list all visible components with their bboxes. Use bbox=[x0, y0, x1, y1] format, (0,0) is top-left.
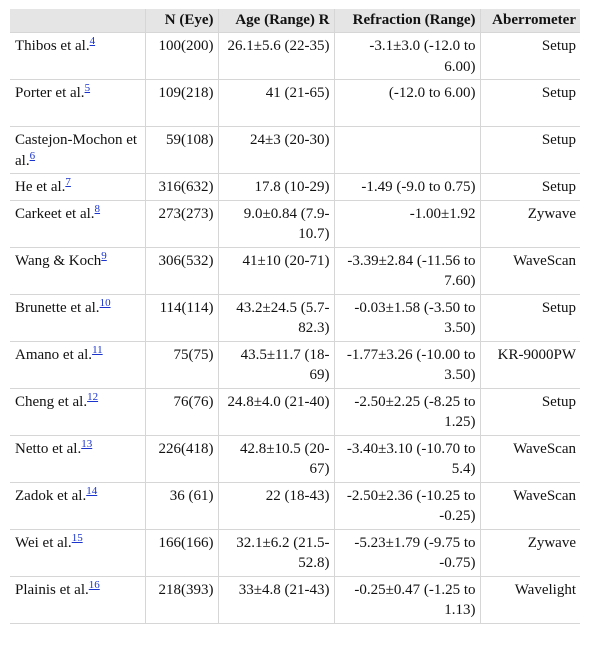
study-name: Castejon-Mochon et al. bbox=[15, 132, 138, 169]
table-row bbox=[10, 33, 580, 80]
reference-superscript bbox=[101, 248, 107, 262]
cell-refraction: -3.39±2.84 (-11.56 to 7.60) bbox=[334, 247, 480, 294]
table-row bbox=[10, 247, 580, 294]
reference-link[interactable]: 15 bbox=[71, 531, 83, 544]
study-name: Porter et al. bbox=[15, 85, 85, 101]
cell-study bbox=[10, 174, 145, 201]
cell-refraction: -3.40±3.10 (-10.70 to 5.4) bbox=[334, 435, 480, 482]
table-row bbox=[10, 200, 580, 247]
header-row bbox=[10, 9, 580, 33]
cell-aberrometer: WaveScan bbox=[480, 482, 580, 529]
study-name: Thibos et al. bbox=[15, 38, 90, 54]
cell-age: 43.2±24.5 (5.7-82.3) bbox=[218, 294, 334, 341]
study-name: He et al. bbox=[15, 179, 66, 195]
table-body bbox=[10, 33, 580, 624]
aberrometry-studies-table bbox=[10, 9, 580, 624]
table-row bbox=[10, 576, 580, 623]
reference-superscript bbox=[81, 436, 92, 450]
cell-n-eye: 36 (61) bbox=[145, 482, 218, 529]
reference-superscript bbox=[92, 342, 103, 356]
cell-study bbox=[10, 247, 145, 294]
header-age: Age (Range) R bbox=[218, 9, 334, 33]
cell-age: 32.1±6.2 (21.5-52.8) bbox=[218, 529, 334, 576]
cell-refraction: -3.1±3.0 (-12.0 to 6.00) bbox=[334, 33, 480, 80]
cell-aberrometer: Setup bbox=[480, 174, 580, 201]
cell-study bbox=[10, 388, 145, 435]
cell-n-eye: 273(273) bbox=[145, 200, 218, 247]
reference-link[interactable]: 14 bbox=[86, 484, 98, 497]
cell-n-eye: 166(166) bbox=[145, 529, 218, 576]
cell-age: 24±3 (20-30) bbox=[218, 127, 334, 174]
cell-age: 22 (18-43) bbox=[218, 482, 334, 529]
reference-link[interactable]: 6 bbox=[29, 149, 36, 162]
reference-superscript bbox=[95, 201, 101, 215]
cell-age: 26.1±5.6 (22-35) bbox=[218, 33, 334, 80]
cell-n-eye: 59(108) bbox=[145, 127, 218, 174]
cell-aberrometer: Setup bbox=[480, 294, 580, 341]
cell-age: 41±10 (20-71) bbox=[218, 247, 334, 294]
cell-age: 9.0±0.84 (7.9-10.7) bbox=[218, 200, 334, 247]
header-aberrometer: Aberrometer bbox=[480, 9, 580, 33]
table-row bbox=[10, 341, 580, 388]
cell-n-eye: 109(218) bbox=[145, 80, 218, 127]
reference-link[interactable]: 8 bbox=[94, 202, 101, 215]
cell-aberrometer: Setup bbox=[480, 80, 580, 127]
cell-refraction bbox=[334, 127, 480, 174]
cell-refraction: -0.03±1.58 (-3.50 to 3.50) bbox=[334, 294, 480, 341]
study-name: Cheng et al. bbox=[15, 393, 88, 410]
study-name: Amano et al. bbox=[15, 346, 93, 363]
reference-link[interactable]: 16 bbox=[88, 578, 100, 591]
cell-n-eye: 76(76) bbox=[145, 388, 218, 435]
cell-n-eye: 114(114) bbox=[145, 294, 218, 341]
table-row bbox=[10, 482, 580, 529]
reference-superscript bbox=[65, 174, 71, 188]
cell-age: 42.8±10.5 (20-67) bbox=[218, 435, 334, 482]
study-name: Brunette et al. bbox=[15, 299, 100, 316]
study-name: Wei et al. bbox=[15, 534, 72, 551]
cell-aberrometer: WaveScan bbox=[480, 435, 580, 482]
reference-superscript bbox=[86, 483, 97, 497]
cell-refraction: -1.49 (-9.0 to 0.75) bbox=[334, 174, 480, 201]
reference-superscript bbox=[72, 530, 83, 544]
cell-refraction: -1.77±3.26 (-10.00 to 3.50) bbox=[334, 341, 480, 388]
cell-study bbox=[10, 127, 145, 174]
cell-study bbox=[10, 33, 145, 80]
cell-study bbox=[10, 576, 145, 623]
cell-n-eye: 75(75) bbox=[145, 341, 218, 388]
cell-aberrometer: Zywave bbox=[480, 529, 580, 576]
study-name: Wang & Koch bbox=[15, 252, 102, 269]
cell-study bbox=[10, 341, 145, 388]
reference-link[interactable]: 10 bbox=[99, 296, 111, 309]
cell-refraction: -2.50±2.36 (-10.25 to -0.25) bbox=[334, 482, 480, 529]
cell-aberrometer: Setup bbox=[480, 127, 580, 174]
study-name: Zadok et al. bbox=[15, 487, 87, 504]
cell-aberrometer: WaveScan bbox=[480, 247, 580, 294]
cell-study bbox=[10, 294, 145, 341]
cell-n-eye: 316(632) bbox=[145, 174, 218, 201]
reference-superscript bbox=[100, 295, 111, 309]
reference-link[interactable]: 11 bbox=[92, 343, 103, 356]
reference-superscript bbox=[87, 389, 98, 403]
cell-aberrometer: Setup bbox=[480, 388, 580, 435]
reference-superscript bbox=[85, 80, 91, 94]
table-row bbox=[10, 294, 580, 341]
cell-age: 43.5±11.7 (18-69) bbox=[218, 341, 334, 388]
study-name: Plainis et al. bbox=[15, 581, 89, 598]
cell-study bbox=[10, 529, 145, 576]
reference-link[interactable]: 13 bbox=[81, 437, 93, 450]
cell-n-eye: 306(532) bbox=[145, 247, 218, 294]
cell-aberrometer: Zywave bbox=[480, 200, 580, 247]
cell-aberrometer: Setup bbox=[480, 33, 580, 80]
table-row bbox=[10, 435, 580, 482]
cell-aberrometer: Wavelight bbox=[480, 576, 580, 623]
cell-study bbox=[10, 200, 145, 247]
table-row bbox=[10, 174, 580, 201]
table-row bbox=[10, 127, 580, 174]
cell-refraction: -5.23±1.79 (-9.75 to -0.75) bbox=[334, 529, 480, 576]
cell-aberrometer: KR-9000PW bbox=[480, 341, 580, 388]
cell-n-eye: 218(393) bbox=[145, 576, 218, 623]
table-header bbox=[10, 9, 580, 33]
cell-n-eye: 100(200) bbox=[145, 33, 218, 80]
cell-refraction: -0.25±0.47 (-1.25 to 1.13) bbox=[334, 576, 480, 623]
cell-age: 41 (21-65) bbox=[218, 80, 334, 127]
header-study bbox=[10, 9, 145, 33]
study-name: Netto et al. bbox=[15, 440, 82, 457]
cell-study bbox=[10, 435, 145, 482]
cell-study bbox=[10, 80, 145, 127]
cell-age: 24.8±4.0 (21-40) bbox=[218, 388, 334, 435]
reference-link[interactable]: 4 bbox=[89, 35, 96, 47]
cell-refraction: -2.50±2.25 (-8.25 to 1.25) bbox=[334, 388, 480, 435]
cell-refraction: -1.00±1.92 bbox=[334, 200, 480, 247]
cell-age: 33±4.8 (21-43) bbox=[218, 576, 334, 623]
cell-study bbox=[10, 482, 145, 529]
header-n-eye: N (Eye) bbox=[145, 9, 218, 33]
cell-age: 17.8 (10-29) bbox=[218, 174, 334, 201]
cell-n-eye: 226(418) bbox=[145, 435, 218, 482]
reference-superscript bbox=[89, 577, 100, 591]
reference-link[interactable]: 5 bbox=[84, 82, 91, 94]
reference-superscript bbox=[90, 33, 96, 47]
reference-link[interactable]: 9 bbox=[101, 249, 107, 262]
reference-link[interactable]: 7 bbox=[65, 176, 71, 188]
header-refraction: Refraction (Range) bbox=[334, 9, 480, 33]
table-row bbox=[10, 80, 580, 127]
cell-refraction: (-12.0 to 6.00) bbox=[334, 80, 480, 127]
study-name: Carkeet et al. bbox=[15, 205, 95, 222]
reference-superscript bbox=[30, 148, 36, 162]
reference-link[interactable]: 12 bbox=[87, 390, 99, 403]
table-row bbox=[10, 388, 580, 435]
table-row bbox=[10, 529, 580, 576]
